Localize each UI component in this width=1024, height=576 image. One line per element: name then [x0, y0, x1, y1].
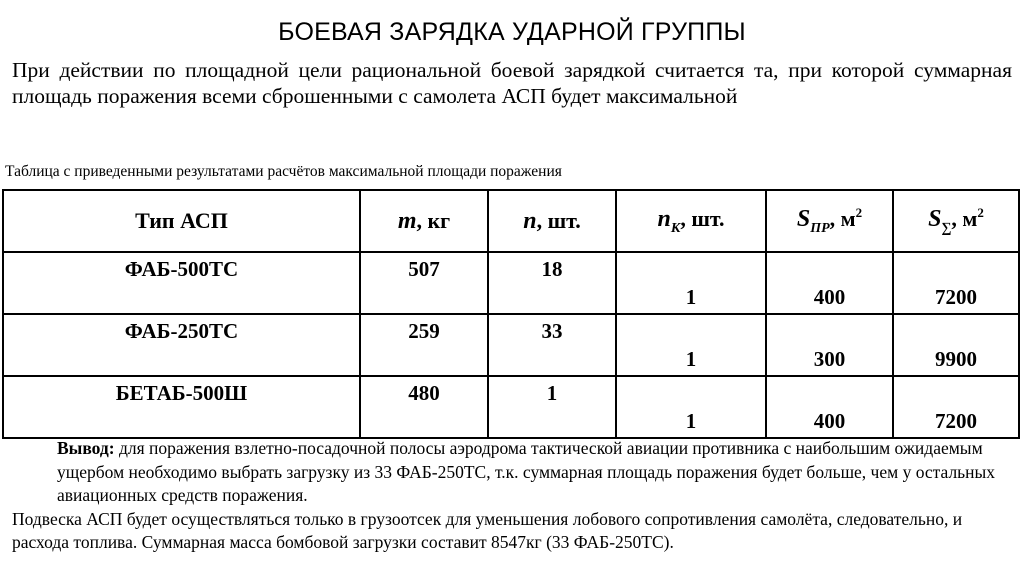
header-mass: m, кг [360, 190, 488, 252]
conclusion-text: для поражения взлетно-посадочной полосы аэродрома тактической авиации противника с наибольшим ожидаемым ущербом необходимо выбрать загрузку из 33 ФАБ-250ТС, т.к. суммарная площадь поражения будет больше, чем у остальных авиационных средств поражения. [57, 438, 996, 505]
conclusion-block [12, 437, 1012, 555]
cell-mass: 259 [360, 314, 488, 376]
cell-nk: 1 [616, 252, 766, 314]
cell-count: 18 [488, 252, 616, 314]
header-ssum: $S_\sum$, $м^2$ [893, 190, 1019, 252]
table-header-row [3, 190, 1019, 252]
cell-type: БЕТАБ-500Ш [3, 376, 360, 438]
cell-ssum: 7200 [893, 252, 1019, 314]
slide-title: БОЕВАЯ ЗАРЯДКА УДАРНОЙ ГРУППЫ [278, 18, 746, 46]
header-type: Тип АСП [3, 190, 360, 252]
cell-spr: 400 [766, 252, 893, 314]
conclusion-label: Вывод: [57, 438, 115, 458]
table-row [3, 314, 1019, 376]
cell-type: ФАБ-500ТС [3, 252, 360, 314]
intro-paragraph: При действии по площадной цели рациональной боевой зарядкой считается та, при которой суммарная площадь поражения всеми сброшенными с самолета АСП будет максимальной [12, 58, 1012, 108]
header-nk: $n_К$, шт. [616, 190, 766, 252]
table-caption: Таблица с приведенными результатами расчётов максимальной площади поражения [5, 163, 562, 180]
conclusion-paragraph-2: Подвеска АСП будет осуществляться только в грузоотсек для уменьшения лобового сопротивления самолёта, следовательно, и расхода топлива. Суммарная масса бомбовой загрузки составит 8547кг (33 ФАБ-250ТС). [12, 508, 963, 552]
conclusion-paragraph [12, 437, 1012, 508]
cell-type: ФАБ-250ТС [3, 314, 360, 376]
header-spr: $S_{ПР}$, $м^2$ [766, 190, 893, 252]
cell-nk: 1 [616, 314, 766, 376]
cell-ssum: 7200 [893, 376, 1019, 438]
cell-ssum: 9900 [893, 314, 1019, 376]
cell-count: 33 [488, 314, 616, 376]
header-count: n, шт. [488, 190, 616, 252]
cell-nk: 1 [616, 376, 766, 438]
table-row [3, 376, 1019, 438]
cell-mass: 507 [360, 252, 488, 314]
results-table [2, 189, 1020, 439]
cell-spr: 400 [766, 376, 893, 438]
cell-spr: 300 [766, 314, 893, 376]
table-row [3, 252, 1019, 314]
cell-count: 1 [488, 376, 616, 438]
cell-mass: 480 [360, 376, 488, 438]
